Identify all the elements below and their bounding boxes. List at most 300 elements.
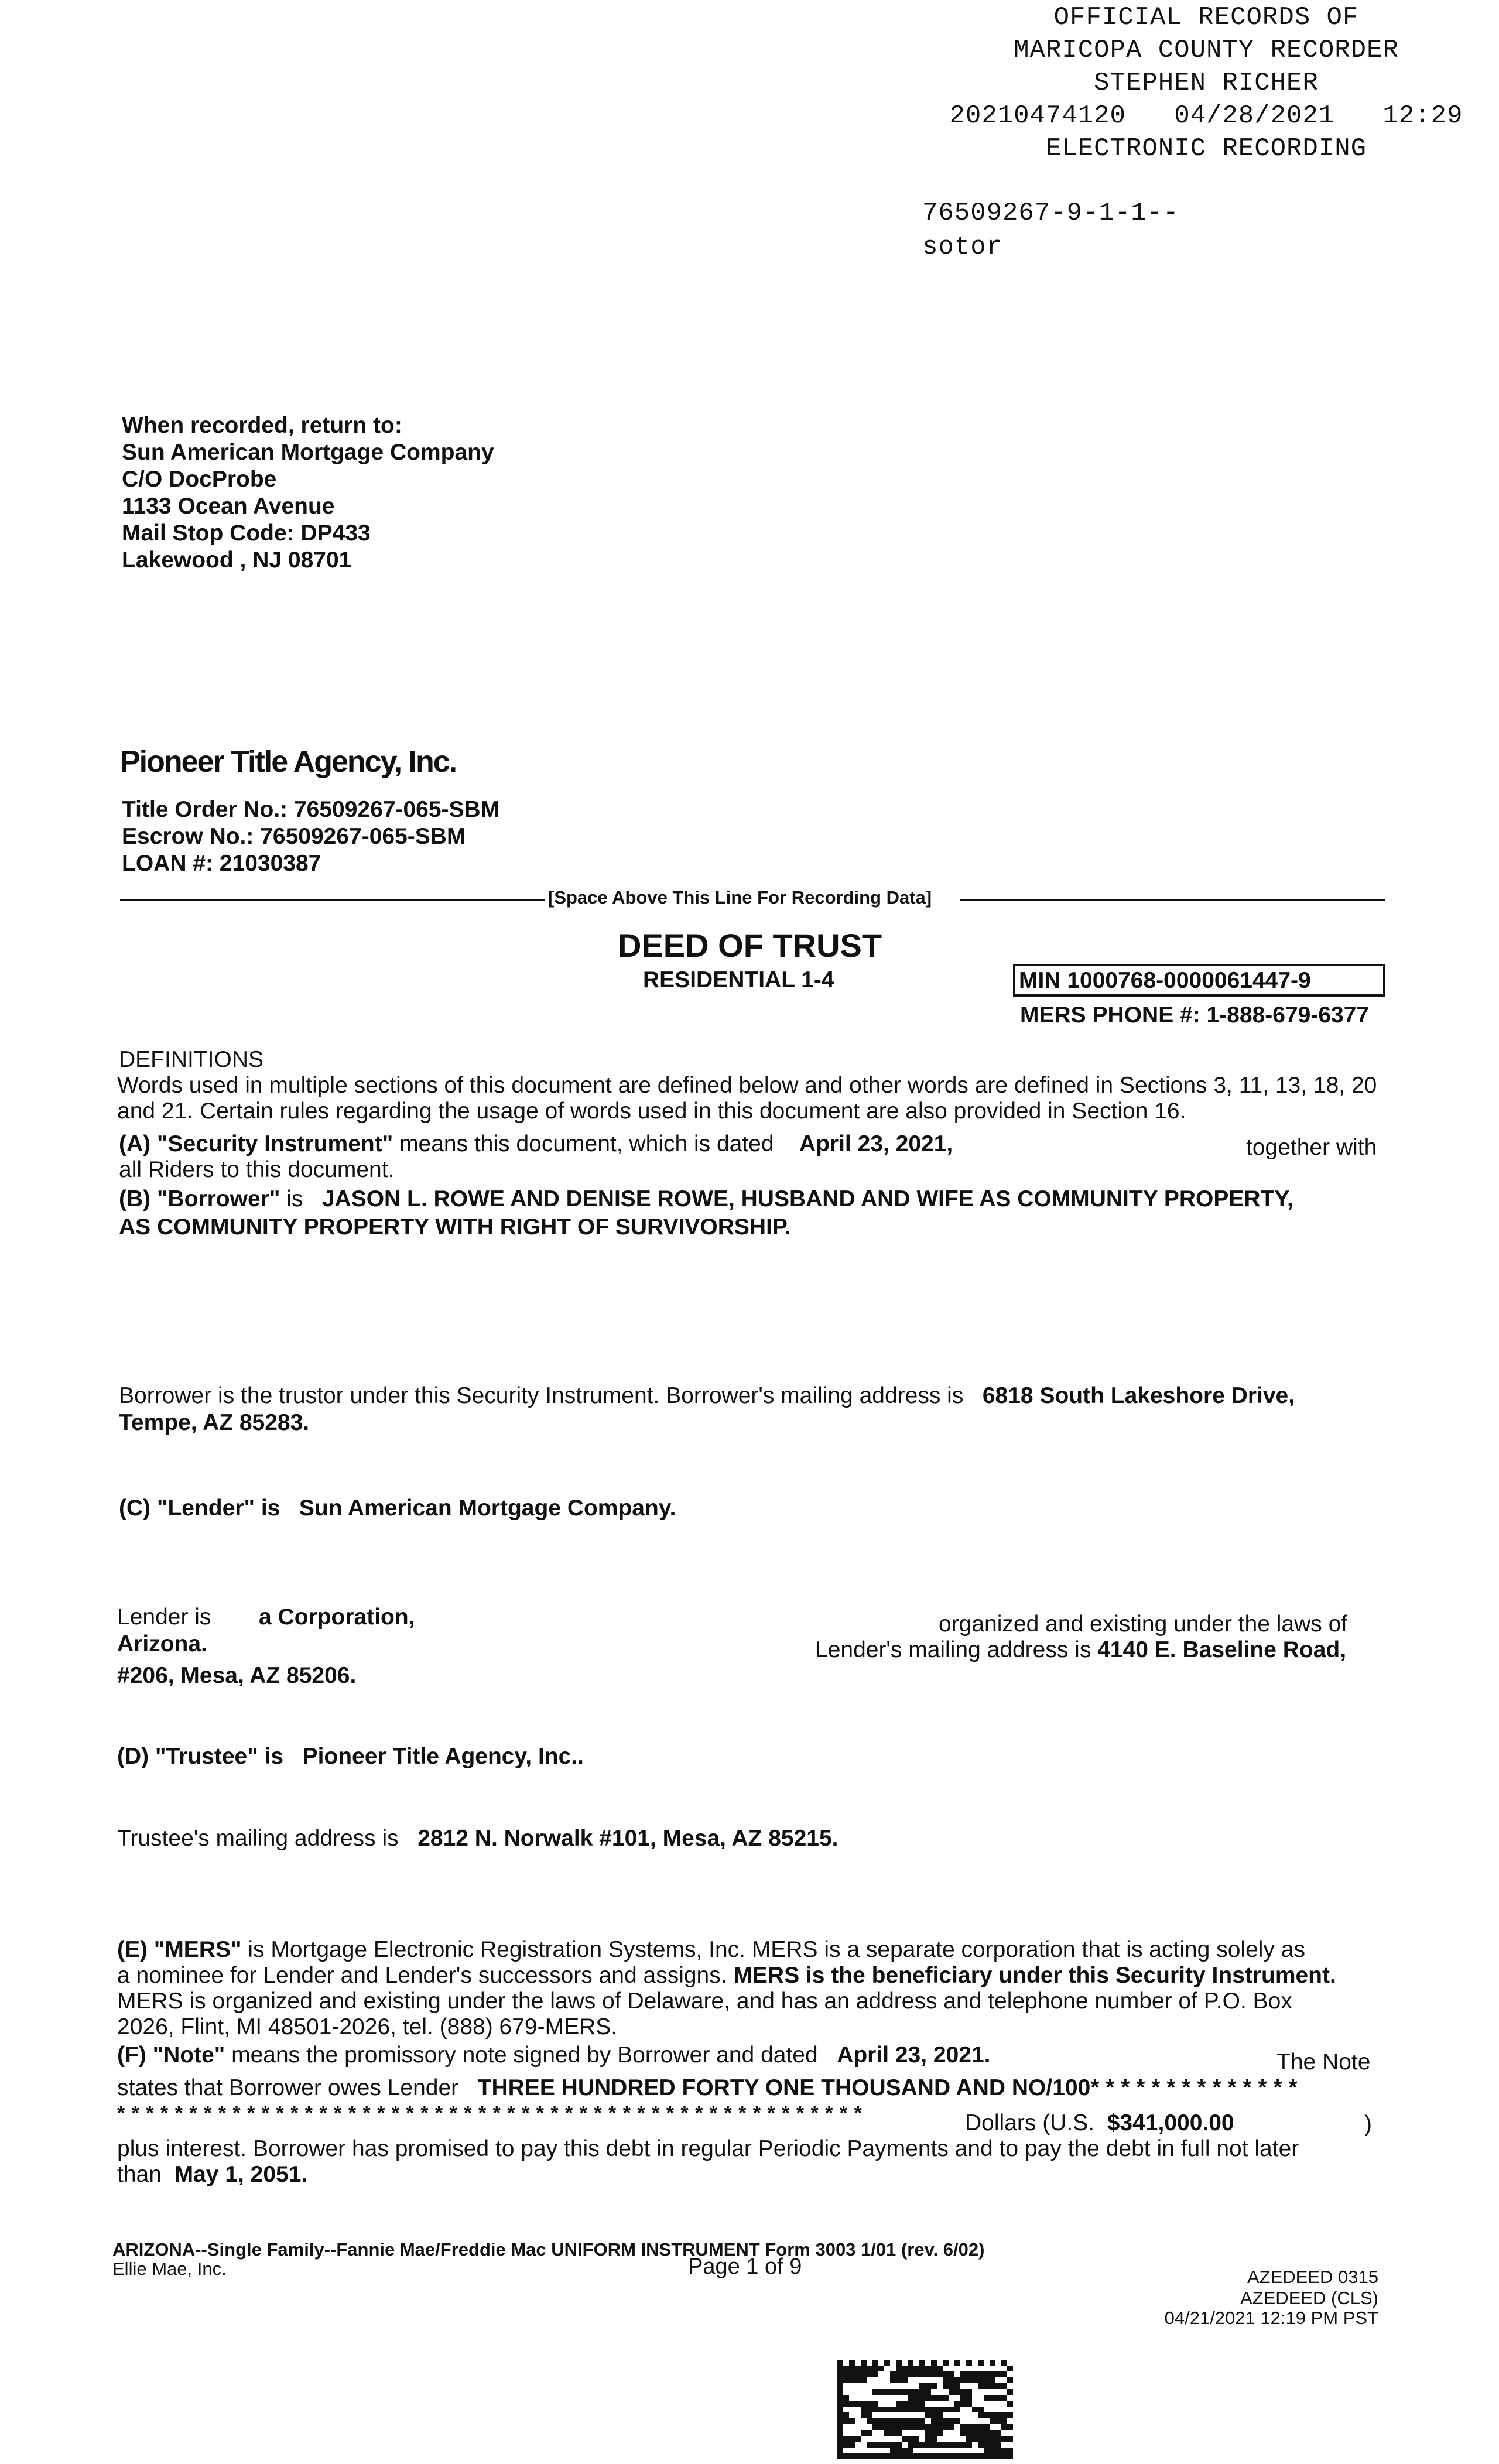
- barcode-module: [1001, 2436, 1007, 2442]
- barcode-module: [878, 2448, 884, 2453]
- barcode-module: [931, 2424, 937, 2430]
- barcode-module: [878, 2442, 884, 2448]
- barcode-module: [837, 2453, 843, 2459]
- barcode-module: [972, 2371, 978, 2377]
- barcode-module: [954, 2436, 960, 2442]
- definition-a-label: (A) "Security Instrument": [119, 1131, 393, 1156]
- barcode-module: [884, 2383, 890, 2389]
- barcode-module: [878, 2401, 884, 2407]
- barcode-module: [861, 2436, 867, 2442]
- barcode-module: [902, 2418, 908, 2424]
- barcode-module: [931, 2371, 937, 2377]
- barcode-module: [913, 2430, 919, 2436]
- barcode-module: [890, 2401, 896, 2407]
- barcode-module: [960, 2418, 966, 2424]
- definition-a: [119, 1131, 953, 1157]
- barcode-module: [1001, 2371, 1007, 2377]
- barcode-module: [919, 2424, 925, 2430]
- barcode-module: [896, 2377, 902, 2383]
- barcode-module: [995, 2401, 1001, 2407]
- barcode-module: [837, 2371, 843, 2377]
- barcode-module: [872, 2401, 878, 2407]
- barcode-module: [966, 2366, 972, 2371]
- barcode-module: [1001, 2383, 1007, 2389]
- barcode-module: [878, 2377, 884, 2383]
- barcode-module: [867, 2395, 872, 2401]
- barcode-module: [890, 2360, 896, 2366]
- barcode-module: [855, 2448, 861, 2453]
- barcode-module: [890, 2407, 896, 2412]
- barcode-module: [913, 2436, 919, 2442]
- barcode-module: [902, 2371, 908, 2377]
- barcode-module: [995, 2389, 1001, 2395]
- barcode-module: [843, 2453, 849, 2459]
- barcode-module: [1007, 2418, 1013, 2424]
- barcode-module: [972, 2360, 978, 2366]
- barcode-module: [966, 2418, 972, 2424]
- barcode-module: [954, 2383, 960, 2389]
- barcode-module: [884, 2366, 890, 2371]
- barcode-module: [872, 2448, 878, 2453]
- barcode-module: [855, 2430, 861, 2436]
- barcode-module: [990, 2442, 995, 2448]
- barcode-module: [972, 2448, 978, 2453]
- barcode-module: [896, 2424, 902, 2430]
- barcode-module: [855, 2395, 861, 2401]
- definition-b-label: (B) "Borrower": [119, 1186, 280, 1212]
- definition-e-line-3: MERS is organized and existing under the laws of Delaware, and has an address and telephone number of P.O. Box: [117, 1989, 1292, 2014]
- barcode-module: [949, 2448, 954, 2453]
- barcode-module: [966, 2401, 972, 2407]
- barcode-module: [949, 2453, 954, 2459]
- barcode-module: [984, 2360, 990, 2366]
- space-above-label: [Space Above This Line For Recording Data]: [548, 887, 932, 908]
- barcode-module: [1001, 2418, 1007, 2424]
- barcode-module: [878, 2389, 884, 2395]
- barcode-module: [890, 2377, 896, 2383]
- barcode-module: [1007, 2395, 1013, 2401]
- barcode-module: [884, 2377, 890, 2383]
- barcode-module: [931, 2360, 937, 2366]
- document-subtitle: RESIDENTIAL 1-4: [643, 967, 834, 993]
- definition-a-tail: together with: [1246, 1135, 1377, 1160]
- barcode-module: [966, 2436, 972, 2442]
- barcode-module: [902, 2360, 908, 2366]
- barcode-module: [867, 2424, 872, 2430]
- barcode-module: [960, 2453, 966, 2459]
- definition-f-text: means the promissory note signed by Borrower and dated: [231, 2042, 818, 2068]
- note-amount-stars: * * * * * * * * * * * * * * * * * * * * * * * * * * * * * * * * * * * * * * * * * * * * * * * * * * * *: [117, 2102, 863, 2124]
- barcode-module: [902, 2366, 908, 2371]
- barcode-module: [990, 2407, 995, 2412]
- recording-line-1: OFFICIAL RECORDS OF: [1053, 3, 1359, 32]
- barcode-module: [925, 2407, 931, 2412]
- barcode-module: [978, 2395, 984, 2401]
- barcode-module: [867, 2436, 872, 2442]
- barcode-module: [937, 2430, 943, 2436]
- barcode-module: [943, 2418, 949, 2424]
- barcode-module: [908, 2412, 913, 2418]
- barcode-module: [949, 2360, 954, 2366]
- barcode-module: [995, 2360, 1001, 2366]
- lender-mailing: [815, 1637, 1346, 1663]
- barcode-module: [855, 2436, 861, 2442]
- barcode-module: [995, 2395, 1001, 2401]
- min-number: MIN 1000768-0000061447-9: [1019, 968, 1311, 993]
- barcode-module: [908, 2453, 913, 2459]
- barcode-module: [913, 2407, 919, 2412]
- barcode-module: [984, 2430, 990, 2436]
- barcode-module: [855, 2383, 861, 2389]
- barcode-module: [890, 2412, 896, 2418]
- barcode-module: [966, 2389, 972, 2395]
- trustor-text: Borrower is the trustor under this Security Instrument. Borrower's mailing address is: [119, 1383, 964, 1408]
- definition-b-is: is: [286, 1186, 303, 1212]
- borrower-name-line-1: JASON L. ROWE AND DENISE ROWE, HUSBAND AND WIFE AS COMMUNITY PROPERTY,: [321, 1186, 1293, 1212]
- barcode-module: [931, 2366, 937, 2371]
- barcode-module: [878, 2436, 884, 2442]
- barcode-module: [949, 2383, 954, 2389]
- barcode-module: [872, 2418, 878, 2424]
- barcode-module: [902, 2401, 908, 2407]
- barcode-module: [849, 2448, 855, 2453]
- barcode-module: [954, 2366, 960, 2371]
- barcode-module: [995, 2366, 1001, 2371]
- barcode-module: [867, 2377, 872, 2383]
- barcode-module: [867, 2360, 872, 2366]
- barcode-module: [872, 2360, 878, 2366]
- lender-name: Sun American Mortgage Company.: [299, 1495, 676, 1521]
- barcode-module: [837, 2389, 843, 2395]
- barcode-module: [966, 2383, 972, 2389]
- barcode-module: [925, 2424, 931, 2430]
- lender-address-line-2: #206, Mesa, AZ 85206.: [117, 1663, 357, 1688]
- barcode-module: [978, 2424, 984, 2430]
- barcode-module: [984, 2436, 990, 2442]
- barcode-module: [1001, 2407, 1007, 2412]
- barcode-module: [908, 2436, 913, 2442]
- barcode-module: [943, 2430, 949, 2436]
- barcode-module: [843, 2407, 849, 2412]
- barcode-module: [837, 2401, 843, 2407]
- barcode-module: [954, 2448, 960, 2453]
- barcode-module: [867, 2448, 872, 2453]
- barcode-module: [931, 2377, 937, 2383]
- barcode-module: [925, 2395, 931, 2401]
- barcode-module: [990, 2424, 995, 2430]
- barcode-module: [990, 2395, 995, 2401]
- barcode-module: [978, 2436, 984, 2442]
- barcode-module: [855, 2401, 861, 2407]
- barcode-module: [896, 2442, 902, 2448]
- barcode-module: [890, 2448, 896, 2453]
- barcode-module: [943, 2412, 949, 2418]
- barcode-module: [990, 2412, 995, 2418]
- barcode-module: [925, 2383, 931, 2389]
- barcode-module: [1001, 2377, 1007, 2383]
- security-instrument-date: April 23, 2021,: [799, 1131, 953, 1156]
- barcode-module: [861, 2383, 867, 2389]
- barcode-module: [896, 2383, 902, 2389]
- barcode-module: [902, 2453, 908, 2459]
- barcode-module: [954, 2412, 960, 2418]
- barcode-module: [925, 2401, 931, 2407]
- barcode-module: [884, 2442, 890, 2448]
- barcode-module: [843, 2395, 849, 2401]
- trustee-mailing-label: Trustee's mailing address is: [117, 1826, 399, 1851]
- barcode-module: [855, 2389, 861, 2395]
- barcode-module: [925, 2412, 931, 2418]
- barcode-module: [837, 2360, 843, 2366]
- barcode-module: [931, 2430, 937, 2436]
- barcode-module: [855, 2366, 861, 2371]
- barcode-module: [890, 2383, 896, 2389]
- barcode-module: [937, 2453, 943, 2459]
- barcode-module: [872, 2442, 878, 2448]
- barcode-module: [949, 2424, 954, 2430]
- barcode-module: [878, 2360, 884, 2366]
- barcode-module: [878, 2366, 884, 2371]
- definition-e-text-1: is Mortgage Electronic Registration Systems, Inc. MERS is a separate corporation that is acting solely as: [248, 1937, 1305, 1962]
- barcode-module: [984, 2366, 990, 2371]
- return-to-line-2: C/O DocProbe: [122, 467, 277, 492]
- trustee-mailing: [117, 1826, 839, 1852]
- barcode-module: [949, 2377, 954, 2383]
- barcode-module: [913, 2401, 919, 2407]
- barcode-module: [984, 2412, 990, 2418]
- barcode-module: [902, 2377, 908, 2383]
- barcode-module: [960, 2448, 966, 2453]
- barcode-module: [1001, 2453, 1007, 2459]
- barcode-module: [896, 2395, 902, 2401]
- barcode-module: [978, 2412, 984, 2418]
- barcode-module: [1001, 2366, 1007, 2371]
- barcode-module: [902, 2395, 908, 2401]
- barcode-module: [984, 2424, 990, 2430]
- barcode-module: [960, 2436, 966, 2442]
- barcode-module: [925, 2360, 931, 2366]
- barcode-module: [843, 2430, 849, 2436]
- barcode-module: [913, 2371, 919, 2377]
- barcode-module: [872, 2395, 878, 2401]
- barcode-module: [995, 2453, 1001, 2459]
- barcode-module: [884, 2424, 890, 2430]
- barcode-module: [1007, 2453, 1013, 2459]
- barcode-module: [837, 2430, 843, 2436]
- barcode-module: [984, 2407, 990, 2412]
- barcode-module: [867, 2453, 872, 2459]
- barcode-module: [954, 2424, 960, 2430]
- trustee-name: Pioneer Title Agency, Inc..: [302, 1744, 584, 1769]
- barcode-module: [908, 2395, 913, 2401]
- barcode-module: [943, 2366, 949, 2371]
- barcode-module: [849, 2383, 855, 2389]
- barcode-module: [931, 2401, 937, 2407]
- barcode-module: [890, 2366, 896, 2371]
- return-to-line-1: Sun American Mortgage Company: [122, 440, 494, 465]
- barcode-module: [890, 2424, 896, 2430]
- barcode-module: [949, 2366, 954, 2371]
- barcode-module: [1001, 2448, 1007, 2453]
- barcode-module: [878, 2371, 884, 2377]
- barcode-module: [984, 2418, 990, 2424]
- barcode-module: [878, 2453, 884, 2459]
- barcode-module: [843, 2389, 849, 2395]
- note-date: April 23, 2021.: [837, 2042, 991, 2068]
- barcode-module: [943, 2389, 949, 2395]
- barcode-module: [855, 2377, 861, 2383]
- note-amount-words: THREE HUNDRED FORTY ONE THOUSAND AND NO/100* * * * * * * * * * * * * *: [477, 2075, 1298, 2100]
- barcode-module: [902, 2407, 908, 2412]
- barcode-module: [878, 2424, 884, 2430]
- barcode-module: [872, 2371, 878, 2377]
- barcode-module: [896, 2418, 902, 2424]
- recording-line-4: [913, 100, 1499, 132]
- barcode-module: [837, 2442, 843, 2448]
- barcode-module: [978, 2366, 984, 2371]
- barcode-module: [1001, 2395, 1007, 2401]
- barcode-module: [849, 2412, 855, 2418]
- title-order-number: Title Order No.: 76509267-065-SBM: [122, 797, 500, 822]
- barcode-module: [890, 2371, 896, 2377]
- barcode-module: [937, 2442, 943, 2448]
- lender-type: a Corporation,: [259, 1604, 415, 1630]
- definition-f-line-5: [117, 2162, 307, 2188]
- return-to-block: [122, 412, 494, 574]
- definition-c-label: (C) "Lender" is: [119, 1495, 280, 1521]
- barcode-module: [966, 2453, 972, 2459]
- barcode-module: [843, 2401, 849, 2407]
- barcode-module: [937, 2383, 943, 2389]
- barcode-module: [978, 2448, 984, 2453]
- barcode-module: [972, 2424, 978, 2430]
- barcode-module: [1001, 2442, 1007, 2448]
- barcode-module: [890, 2442, 896, 2448]
- barcode-module: [896, 2453, 902, 2459]
- definitions-intro: Words used in multiple sections of this document are defined below and other words are defined in Sections 3, 11, 13, 18, 20 and 21. Certain rules regarding the usage of words used in this document are also provided in Section 16.: [117, 1073, 1377, 1124]
- barcode-module: [966, 2424, 972, 2430]
- barcode-module: [995, 2377, 1001, 2383]
- barcode-module: [937, 2366, 943, 2371]
- barcode-module: [978, 2418, 984, 2424]
- barcode-module: [943, 2395, 949, 2401]
- barcode-module: [861, 2389, 867, 2395]
- barcode-module: [931, 2436, 937, 2442]
- min-box: [1013, 964, 1385, 997]
- definition-f-owes: states that Borrower owes Lender: [117, 2075, 459, 2100]
- loan-number: LOAN #: 21030387: [122, 851, 321, 876]
- barcode-module: [913, 2366, 919, 2371]
- lender-is-label: Lender is: [117, 1604, 211, 1630]
- barcode-module: [902, 2389, 908, 2395]
- barcode-module: [861, 2377, 867, 2383]
- barcode-module: [913, 2424, 919, 2430]
- barcode-module: [972, 2395, 978, 2401]
- barcode-module: [872, 2377, 878, 2383]
- barcode-module: [878, 2412, 884, 2418]
- barcode-module: [849, 2360, 855, 2366]
- recording-line-3: STEPHEN RICHER: [1094, 69, 1319, 98]
- barcode-module: [1001, 2360, 1007, 2366]
- barcode-module: [984, 2389, 990, 2395]
- barcode-module: [960, 2377, 966, 2383]
- barcode-module: [1007, 2412, 1013, 2418]
- recording-line-2: MARICOPA COUNTY RECORDER: [1014, 36, 1399, 65]
- barcode-module: [902, 2442, 908, 2448]
- barcode-module: [896, 2389, 902, 2395]
- barcode-module: [872, 2366, 878, 2371]
- barcode-module: [995, 2424, 1001, 2430]
- barcode-module: [954, 2407, 960, 2412]
- barcode-module: [837, 2418, 843, 2424]
- barcode-module: [960, 2395, 966, 2401]
- barcode-module: [867, 2383, 872, 2389]
- barcode-module: [1007, 2442, 1013, 2448]
- barcode-module: [972, 2407, 978, 2412]
- barcode-module: [1007, 2430, 1013, 2436]
- barcode-module: [919, 2377, 925, 2383]
- barcode-module: [960, 2442, 966, 2448]
- barcode-module: [908, 2418, 913, 2424]
- definition-f-line-1: [117, 2042, 991, 2068]
- barcode-module: [954, 2401, 960, 2407]
- barcode-module: [954, 2442, 960, 2448]
- barcode-module: [896, 2371, 902, 2377]
- definition-f-line-2: [117, 2075, 1298, 2101]
- barcode-module: [849, 2418, 855, 2424]
- barcode-module: [925, 2389, 931, 2395]
- barcode-module: [919, 2453, 925, 2459]
- recording-ref-2: sotor: [922, 232, 1003, 262]
- trustor-statement: [119, 1383, 1295, 1409]
- order-info: [122, 796, 499, 877]
- barcode-module: [954, 2377, 960, 2383]
- barcode-module: [919, 2389, 925, 2395]
- barcode-module: [978, 2389, 984, 2395]
- barcode-module: [849, 2453, 855, 2459]
- barcode-module: [990, 2453, 995, 2459]
- barcode-module: [943, 2453, 949, 2459]
- barcode-module: [849, 2430, 855, 2436]
- barcode-module: [978, 2453, 984, 2459]
- barcode-module: [995, 2430, 1001, 2436]
- barcode-module: [960, 2389, 966, 2395]
- barcode-module: [937, 2401, 943, 2407]
- form-identifier: ARIZONA--Single Family--Fannie Mae/Freddie Mac UNIFORM INSTRUMENT Form 3003 1/01 (rev. 6/02): [112, 2239, 985, 2260]
- recording-stamp: [913, 1, 1499, 165]
- barcode-module: [990, 2360, 995, 2366]
- barcode-module: [896, 2412, 902, 2418]
- barcode-module: [937, 2418, 943, 2424]
- barcode-module: [949, 2430, 954, 2436]
- barcode-module: [867, 2389, 872, 2395]
- barcode-module: [855, 2407, 861, 2412]
- barcode-module: [861, 2401, 867, 2407]
- barcode-module: [837, 2448, 843, 2453]
- barcode-module: [1007, 2383, 1013, 2389]
- barcode-module: [984, 2401, 990, 2407]
- recording-ref-1: 76509267-9-1-1--: [922, 199, 1179, 228]
- barcode-module: [949, 2418, 954, 2424]
- lender-organized: organized and existing under the laws of: [939, 1611, 1348, 1637]
- barcode-module: [919, 2412, 925, 2418]
- barcode-module: [954, 2395, 960, 2401]
- recording-divider-left: [120, 899, 545, 901]
- barcode-module: [855, 2424, 861, 2430]
- barcode-module: [878, 2430, 884, 2436]
- barcode-module: [884, 2453, 890, 2459]
- barcode-module: [1007, 2366, 1013, 2371]
